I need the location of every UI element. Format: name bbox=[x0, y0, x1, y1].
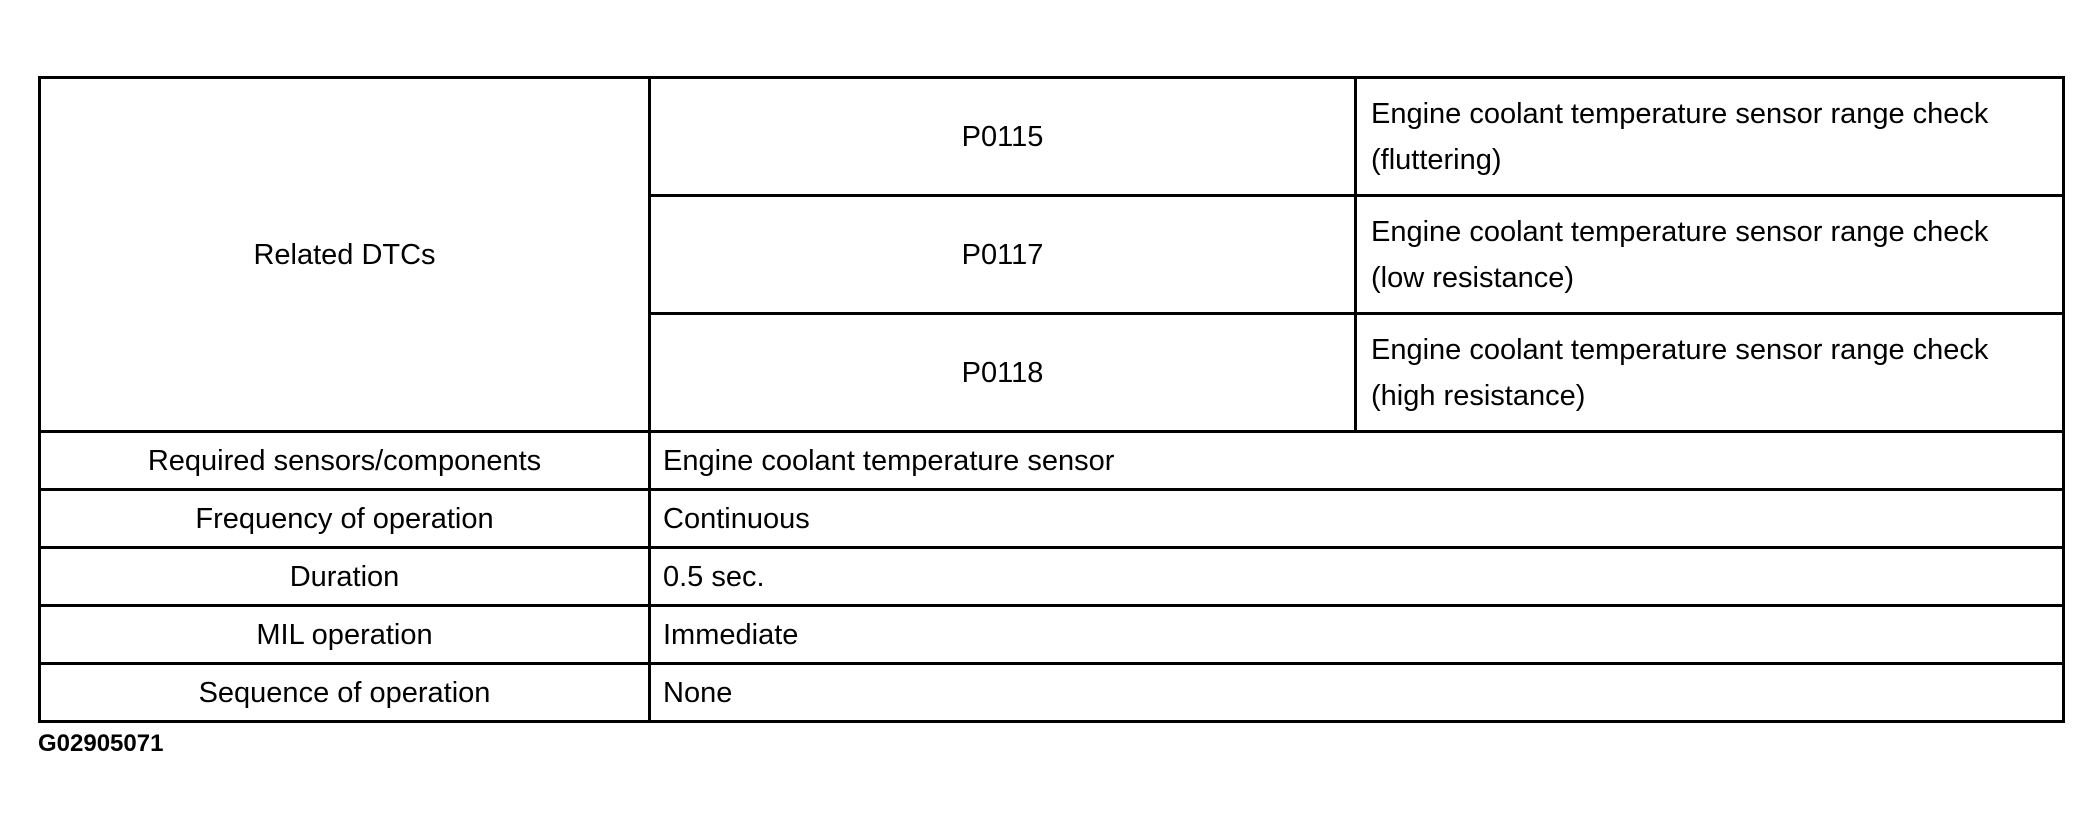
table-row bbox=[40, 548, 2064, 606]
row-value: Continuous bbox=[650, 490, 2064, 548]
dtc-description-line: Engine coolant temperature sensor range check bbox=[1371, 333, 1989, 366]
dtc-description bbox=[1356, 314, 2064, 432]
row-value: None bbox=[650, 664, 2064, 722]
figure-id: G02905071 bbox=[38, 730, 164, 757]
row-label: MIL operation bbox=[40, 606, 650, 664]
dtc-code: P0117 bbox=[650, 196, 1356, 314]
dtc-specification-table bbox=[38, 76, 2065, 723]
row-label: Sequence of operation bbox=[40, 664, 650, 722]
dtc-description-line: (high resistance) bbox=[1371, 379, 1586, 412]
dtc-description-line: (fluttering) bbox=[1371, 143, 1502, 176]
dtc-code: P0115 bbox=[650, 78, 1356, 196]
row-label: Required sensors/components bbox=[40, 432, 650, 490]
dtc-description bbox=[1356, 196, 2064, 314]
dtc-description-line: (low resistance) bbox=[1371, 261, 1575, 294]
table-row bbox=[40, 78, 2064, 196]
dtc-description-line: Engine coolant temperature sensor range check bbox=[1371, 215, 1989, 248]
dtc-description-line: Engine coolant temperature sensor range check bbox=[1371, 97, 1989, 130]
table-row bbox=[40, 606, 2064, 664]
row-value: Engine coolant temperature sensor bbox=[650, 432, 2064, 490]
dtc-code: P0118 bbox=[650, 314, 1356, 432]
row-label: Frequency of operation bbox=[40, 490, 650, 548]
dtc-description bbox=[1356, 78, 2064, 196]
related-dtcs-label: Related DTCs bbox=[40, 78, 650, 432]
row-value: Immediate bbox=[650, 606, 2064, 664]
row-label: Duration bbox=[40, 548, 650, 606]
table-row bbox=[40, 432, 2064, 490]
table-row bbox=[40, 490, 2064, 548]
row-value: 0.5 sec. bbox=[650, 548, 2064, 606]
table-row bbox=[40, 664, 2064, 722]
